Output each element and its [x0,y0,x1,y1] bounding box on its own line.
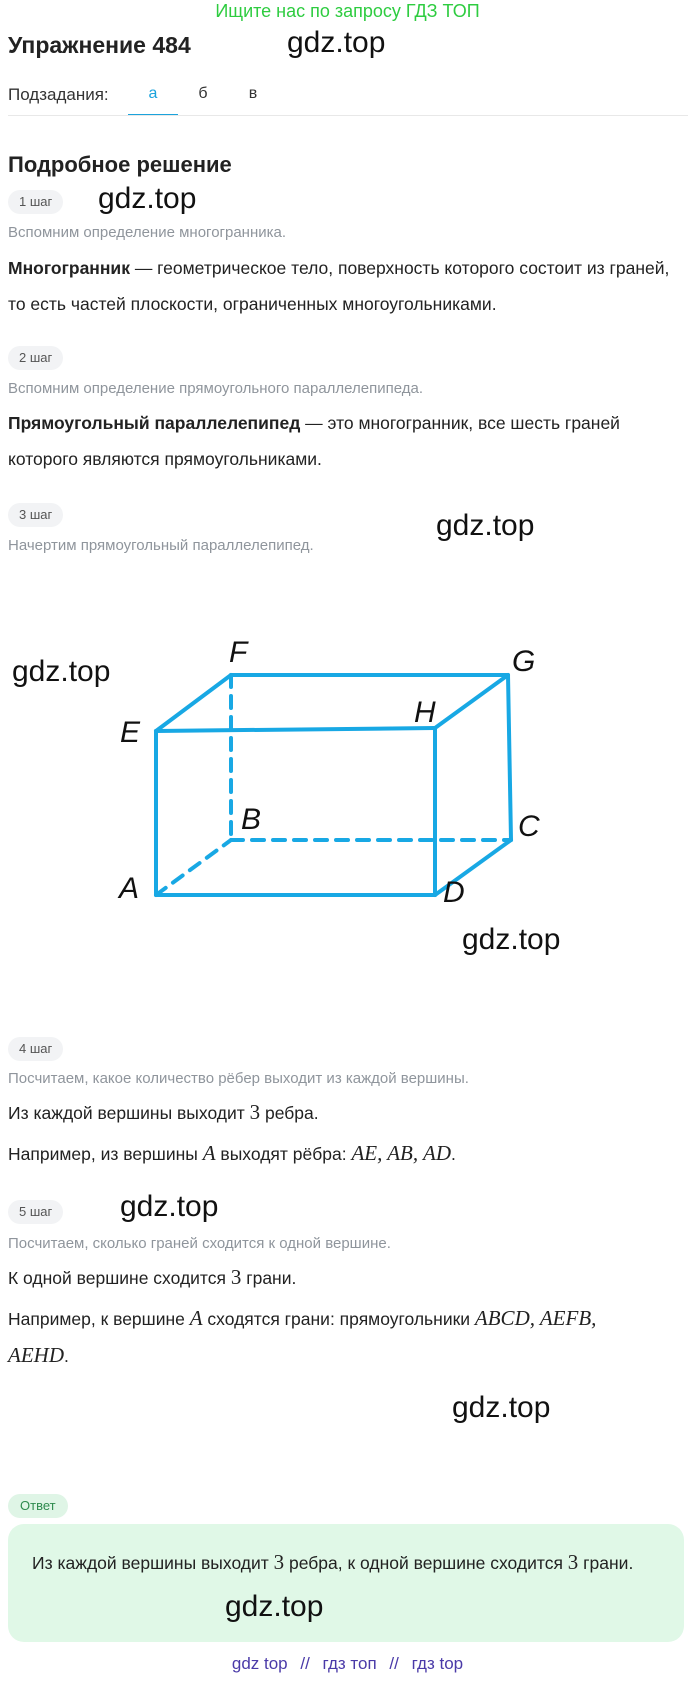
footer-links [0,1654,695,1674]
step-4-hint: Посчитаем, какое количество рёбер выходит из каждой вершины. [8,1070,469,1087]
watermark: gdz.top [462,923,561,956]
definition-text: — геометрическое тело, поверхность которого состоит из граней, то есть частей плоскости, ограниченных многоугольниками. [8,258,670,314]
edge-HG [435,675,508,728]
text: Из каждой вершины выходит [8,1103,250,1123]
footer-link-gdz-top[interactable]: gdz top [231,1654,288,1673]
vertex-label-G: G [512,645,536,678]
text: Например, из вершины [8,1144,203,1164]
step-5-line-1 [8,1259,678,1296]
text: К одной вершине сходится [8,1268,231,1288]
footer-separator: // [389,1654,399,1673]
vertex-label-C: C [518,810,540,843]
math-number: 3 [567,1550,579,1574]
edge-EF [156,675,231,731]
math-faces: ABCD, AEFB, AEHD [8,1306,597,1367]
section-title: Подробное решение [8,152,232,177]
exercise-title: Упражнение 484 [8,32,191,58]
definition-text: — это многогранник, все шесть граней которого являются прямоугольниками. [8,413,620,469]
math-number: 3 [249,1100,261,1124]
step-5-pill: 5 шаг [8,1200,63,1224]
step-1-definition [8,250,678,322]
step-1-pill: 1 шаг [8,190,63,214]
text: ребра. [260,1103,319,1123]
tab-subtask-a[interactable]: а [128,80,178,116]
math-number: 3 [273,1550,285,1574]
edge-EH [156,728,435,731]
vertex-label-A: A [119,872,140,905]
step-4-line-1 [8,1094,678,1131]
vertex-label-H: H [414,696,436,729]
subtasks-tabs [128,80,278,116]
text: сходятся грани: прямоугольники [202,1309,475,1329]
text: ребра, к одной вершине сходится [284,1553,568,1573]
step-3-hint: Начертим прямоугольный параллелепипед. [8,537,314,554]
tabs-divider [8,115,688,116]
vertex-label-B: B [241,803,262,836]
answer-box [8,1524,684,1642]
answer-text [32,1544,672,1581]
answer-pill: Ответ [8,1494,68,1518]
text: Например, к вершине [8,1309,190,1329]
cuboid-edges [156,675,511,895]
math-vertex: A [189,1306,203,1330]
text: . [451,1144,456,1164]
tab-subtask-v[interactable]: в [248,85,258,102]
math-number: 3 [230,1265,242,1289]
step-2-definition [8,405,678,477]
math-vertex: A [202,1141,216,1165]
step-4-pill: 4 шаг [8,1037,63,1061]
step-5-hint: Посчитаем, сколько граней сходится к одной вершине. [8,1235,391,1252]
text: выходят рёбра: [215,1144,352,1164]
tab-subtask-b[interactable]: б [198,85,208,102]
text: грани. [578,1553,634,1573]
step-2-pill: 2 шаг [8,346,63,370]
step-3-pill: 3 шаг [8,503,63,527]
watermark: gdz.top [12,655,111,688]
watermark: gdz.top [452,1391,551,1424]
step-2-hint: Вспомним определение прямоугольного параллелепипеда. [8,380,424,397]
text: грани. [241,1268,297,1288]
watermark: gdz.top [287,26,386,59]
edge-GC [508,675,511,840]
math-edges: AE, AB, AD [351,1141,451,1165]
footer-separator: // [300,1654,310,1673]
edge-AB [156,840,231,895]
term-cuboid: Прямоугольный параллелепипед [8,413,301,433]
step-1-hint: Вспомним определение многогранника. [8,224,287,241]
watermark: gdz.top [225,1590,324,1623]
vertex-label-D: D [443,876,465,909]
watermark: gdz.top [120,1190,219,1223]
vertex-label-F: F [229,636,248,669]
footer-link-gdz-top-mixed[interactable]: гдз top [411,1654,464,1673]
cuboid-diagram [0,600,695,1020]
watermark: gdz.top [98,182,197,215]
subtasks-label: Подзадания: [8,85,109,104]
watermark: gdz.top [436,509,535,542]
step-4-line-2 [8,1135,678,1172]
vertex-label-E: E [120,716,141,749]
text: Из каждой вершины выходит [32,1553,274,1573]
footer-link-gdz-top-ru[interactable]: гдз топ [322,1654,377,1673]
promo-banner: Ищите нас по запросу ГДЗ ТОП [215,1,480,21]
term-polyhedron: Многогранник [8,258,130,278]
text: . [64,1346,69,1366]
step-5-line-2 [8,1300,628,1374]
